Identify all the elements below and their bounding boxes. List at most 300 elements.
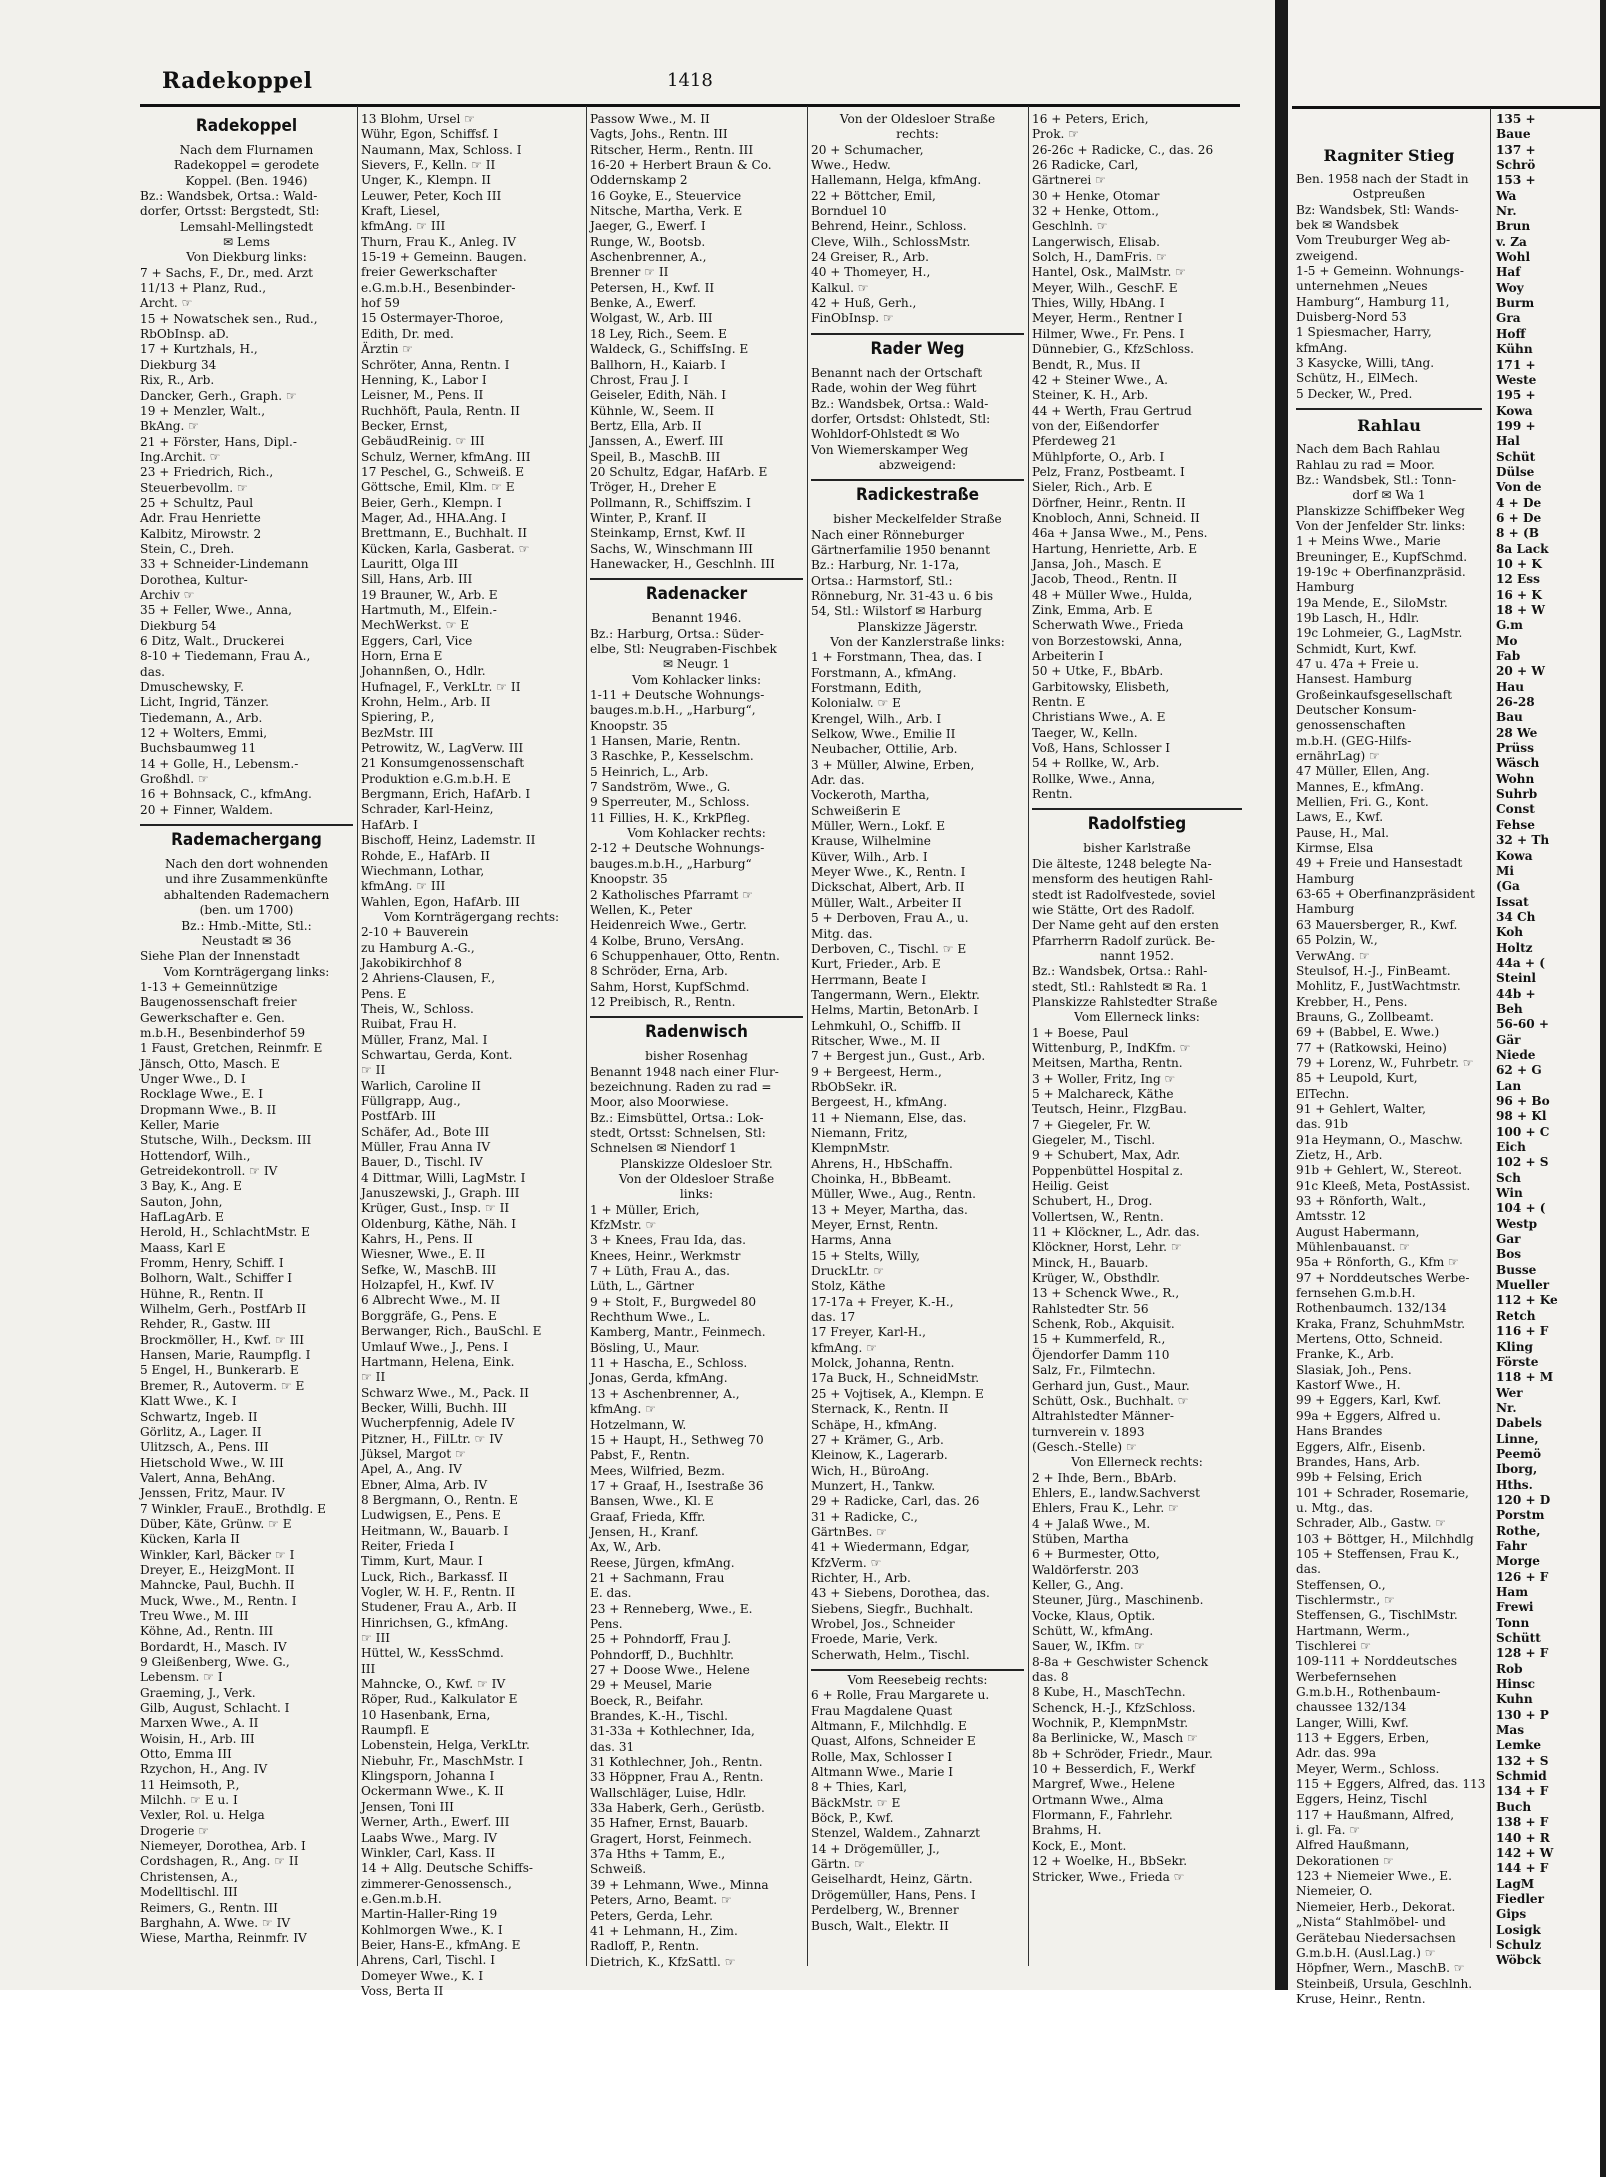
directory-line: 9 + Bergeest, Herm.,: [811, 1064, 942, 1079]
directory-line: HafArb. I: [361, 817, 418, 832]
directory-line: Forstmann, Edith,: [811, 681, 922, 695]
directory-line: 40 + Thomeyer, H.,: [811, 265, 931, 280]
directory-line: 19 + Menzler, Walt.,: [140, 403, 266, 418]
directory-line: Steuner, Jürg., Maschinenb.: [1032, 1593, 1204, 1608]
edge-entry: Mo: [1496, 633, 1518, 648]
directory-line: E. das.: [590, 1586, 632, 1601]
directory-line: ✉ Neugr. 1: [662, 657, 731, 672]
directory-line: Radekoppel = gerodete: [173, 158, 320, 173]
edge-entry: 130 + P: [1496, 1707, 1549, 1722]
directory-line: e.Gen.m.b.H.: [361, 1891, 442, 1906]
directory-line: 8-8a + Geschwister Schenck: [1032, 1654, 1209, 1669]
directory-line: Spiering, P.,: [361, 710, 435, 725]
directory-line: 42 + Steiner Wwe., A.: [1032, 372, 1169, 387]
directory-line: Thurn, Frau K., Anleg. IV: [361, 234, 516, 249]
directory-line: Pause, H., Mal.: [1296, 825, 1390, 840]
directory-line: Benke, A., Ewerf.: [590, 296, 697, 311]
edge-entry: 16 + K: [1496, 587, 1542, 602]
directory-line: 44 + Werth, Frau Gertrud: [1032, 403, 1192, 418]
directory-line: 47 u. 47a + Freie u.: [1296, 656, 1419, 671]
edge-entry: Mueller: [1496, 1278, 1550, 1293]
directory-line: Muck, Wwe., M., Rentn. I: [140, 1593, 297, 1608]
directory-line: Nach dem Flurnamen: [179, 143, 314, 157]
directory-line: Benannt nach der Ortschaft: [811, 365, 983, 380]
directory-line: Hinrichsen, G., kfmAng.: [361, 1615, 509, 1630]
edge-entry: Ham: [1496, 1585, 1529, 1599]
edge-entry: 102 + S: [1496, 1155, 1549, 1170]
directory-line: mensform des heutigen Rahl-: [1032, 872, 1213, 887]
edge-entry: Schüt: [1496, 449, 1536, 464]
edge-entry: Kowa: [1496, 848, 1533, 863]
directory-line: Bz.: Harburg, Nr. 1-17a,: [811, 558, 960, 573]
directory-line: kfmAng.: [1296, 340, 1348, 355]
directory-line: Luck, Rich., Barkassf. II: [361, 1569, 508, 1584]
directory-line: Vexler, Rol. u. Helga: [140, 1808, 265, 1823]
directory-line: Leuwer, Peter, Koch III: [361, 188, 502, 203]
edge-entry: Frewi: [1496, 1600, 1534, 1615]
directory-line: Köhne, Ad., Rentn. III: [140, 1624, 274, 1639]
edge-entry: Bau: [1496, 710, 1523, 725]
directory-line: ☞ III: [361, 1631, 391, 1646]
directory-line: Mannes, E., kfmAng.: [1296, 779, 1424, 794]
directory-line: Otto, Emma III: [140, 1747, 232, 1762]
directory-line: stedt, Ortsst: Schnelsen, Stl:: [590, 1125, 766, 1140]
directory-line: bek ✉ Wandsbek: [1296, 218, 1399, 233]
directory-line: Altmann Wwe., Marie I: [811, 1765, 954, 1780]
directory-line: Altmann, F., Milchhdlg. E: [811, 1719, 967, 1734]
directory-line: Schrader, Alb., Gastw. ☞: [1296, 1516, 1447, 1531]
directory-line: Ortmann Wwe., Alma: [1032, 1792, 1164, 1807]
directory-line: 79 + Lorenz, W., Fuhrbetr. ☞: [1296, 1055, 1474, 1070]
directory-line: Kühnle, W., Seem. II: [590, 403, 715, 418]
directory-line: Meyer, Herm., Rentner I: [1032, 311, 1183, 326]
directory-line: KfzVerm. ☞: [811, 1555, 882, 1570]
directory-line: Passow Wwe., M. II: [590, 112, 710, 126]
edge-entry: Haf: [1496, 265, 1521, 280]
directory-line: das.: [1296, 1562, 1322, 1577]
edge-entry: Schrö: [1496, 158, 1536, 173]
section-rule: [1032, 808, 1242, 810]
directory-line: 16-20 + Herbert Braun & Co.: [590, 158, 772, 173]
directory-line: 11 + Niemann, Else, das.: [811, 1110, 967, 1125]
directory-line: dorfer, Ortsst: Bergstedt, Stl:: [140, 204, 320, 219]
directory-line: Mager, Ad., HHA.Ang. I: [361, 510, 507, 525]
directory-line: unternehmen „Neues: [1296, 279, 1428, 294]
directory-line: 11 + Hascha, E., Schloss.: [590, 1356, 748, 1371]
directory-line: Speil, B., MaschB. III: [590, 449, 721, 464]
directory-line: stedt, Stl.: Rahlstedt ✉ Ra. 1: [1032, 979, 1209, 994]
directory-line: Heilig. Geist: [1032, 1179, 1109, 1194]
edge-entry: Suhrb: [1496, 787, 1538, 802]
edge-entry: 26-28: [1496, 695, 1535, 710]
directory-line: bisher Rosenhag: [645, 1049, 748, 1064]
edge-entry: Porstm: [1496, 1508, 1545, 1523]
edge-entry: Hoff: [1496, 326, 1526, 341]
directory-line: Pens.: [590, 1616, 623, 1631]
directory-line: Müller, Franz, Mal. I: [361, 1032, 488, 1047]
directory-line: Steffensen, G., TischlMstr.: [1296, 1608, 1458, 1623]
directory-line: 93 + Rönforth, Walt.,: [1296, 1194, 1427, 1208]
directory-line: 97 + Norddeutsches Werbe-: [1296, 1270, 1470, 1285]
directory-line: Bösling, U., Maur.: [590, 1340, 700, 1355]
directory-line: Sachs, W., Winschmann III: [590, 541, 753, 556]
directory-line: ☞ II: [361, 1063, 386, 1078]
edge-entry: Retch: [1496, 1308, 1536, 1323]
directory-line: Unger, K., Klempn. II: [361, 173, 491, 188]
directory-line: Meitsen, Martha, Rentn.: [1032, 1056, 1183, 1071]
directory-line: Taeger, W., Kelln.: [1032, 725, 1138, 740]
edge-entry: LagM: [1496, 1876, 1535, 1891]
directory-line: 5 + Malchareck, Käthe: [1032, 1086, 1174, 1101]
directory-line: 17 + Graaf, H., Isestraße 36: [590, 1478, 764, 1493]
directory-line: HafLagArb. E: [140, 1210, 224, 1225]
directory-line: Mertens, Otto, Schneid.: [1296, 1332, 1443, 1347]
directory-line: (ben. um 1700): [199, 903, 294, 918]
directory-line: Vollertsen, W., Rentn.: [1032, 1209, 1164, 1224]
directory-line: 7 Winkler, FrauE., Brothdlg. E: [140, 1501, 326, 1516]
edge-entry: 135 +: [1496, 112, 1536, 126]
directory-line: 69 + (Babbel, E. Wwe.): [1296, 1025, 1440, 1040]
directory-line: 33 Höppner, Frau A., Rentn.: [590, 1770, 764, 1785]
directory-line: Ruibat, Frau H.: [361, 1017, 457, 1032]
edge-entry: 96 + Bo: [1496, 1094, 1550, 1108]
directory-line: Sternack, K., Rentn. II: [811, 1402, 949, 1417]
directory-line: Sieler, Rich., Arb. E: [1032, 480, 1153, 495]
directory-line: Valert, Anna, BehAng.: [140, 1470, 276, 1485]
edge-entry: Rob: [1496, 1661, 1523, 1676]
directory-line: PostfArb. III: [361, 1109, 436, 1124]
directory-line: Timm, Kurt, Maur. I: [361, 1554, 483, 1569]
edge-entry: 112 + Ke: [1496, 1293, 1558, 1308]
directory-line: Bz.: Wandsbek, Stl.: Tonn-: [1296, 472, 1457, 487]
edge-entry: Gär: [1496, 1032, 1521, 1047]
directory-line: Rix, R., Arb.: [140, 373, 215, 388]
directory-line: 20 Schultz, Edgar, HafArb. E: [590, 464, 768, 479]
directory-line: Deutscher Konsum-: [1296, 703, 1417, 717]
directory-line: Schrader, Karl-Heinz,: [361, 802, 494, 817]
directory-line: Vom Kohlacker links:: [631, 672, 762, 687]
directory-line: Raumpfl. E: [361, 1723, 430, 1738]
directory-line: Kirmse, Elsa: [1296, 841, 1374, 856]
directory-line: Niemeier, O.: [1296, 1884, 1373, 1899]
directory-line: Brahms, H.: [1032, 1823, 1102, 1838]
directory-line: 50 + Utke, F., BbArb.: [1032, 664, 1164, 679]
directory-line: Beier, Hans-E., kfmAng. E: [361, 1937, 521, 1952]
directory-line: 3 + Müller, Alwine, Erben,: [811, 757, 975, 772]
edge-entry: Fehse: [1496, 817, 1535, 832]
directory-line: Mahncke, O., Kwf. ☞ IV: [361, 1677, 506, 1692]
directory-line: Janssen, A., Ewerf. III: [590, 434, 724, 449]
edge-entry: Lan: [1496, 1078, 1522, 1093]
directory-line: (Gesch.-Stelle) ☞: [1032, 1439, 1137, 1454]
directory-line: 27 + Krämer, G., Arb.: [811, 1432, 944, 1447]
directory-line: und ihre Zusammenkünfte: [165, 872, 328, 887]
edge-entry: Iborg,: [1496, 1462, 1538, 1477]
directory-line: 16 + Peters, Erich,: [1032, 112, 1149, 126]
directory-line: Sefke, W., MaschB. III: [361, 1262, 497, 1277]
edge-entry: G.m: [1496, 618, 1523, 633]
directory-line: 25 + Schultz, Paul: [140, 495, 254, 510]
directory-line: das. 91b: [1296, 1117, 1348, 1132]
directory-line: 21 + Förster, Hans, Dipl.-: [140, 434, 297, 449]
directory-line: Stein, C., Dreh.: [140, 541, 235, 556]
edge-entry: 126 + F: [1496, 1569, 1549, 1584]
directory-line: Tangermann, Wern., Elektr.: [811, 987, 980, 1002]
directory-line: 14 + Golle, H., Lebensm.-: [140, 756, 299, 771]
directory-line: Keller, G., Ang.: [1032, 1577, 1124, 1592]
edge-entry: Nr.: [1496, 1400, 1517, 1415]
directory-line: Hotzelmann, W.: [590, 1417, 687, 1432]
directory-line: Garbitowsky, Elisbeth,: [1032, 679, 1170, 694]
directory-line: Bz.: Wandsbek, Ortsa.: Wald-: [811, 396, 989, 411]
directory-line: Maass, Karl E: [140, 1240, 226, 1255]
directory-line: Müller, Wwe., Aug., Rentn.: [811, 1187, 977, 1202]
directory-line: Pollmann, R., Schiffszim. I: [590, 495, 751, 510]
edge-entry: Hal: [1496, 434, 1520, 449]
directory-line: Rollke, Wwe., Anna,: [1032, 771, 1156, 786]
directory-line: das.: [140, 664, 166, 679]
directory-line: 33a Haberk, Gerh., Gerüstb.: [590, 1801, 765, 1816]
directory-line: 14 + Allg. Deutsche Schiffs-: [361, 1861, 533, 1876]
directory-line: Wittenburg, P., IndKfm. ☞: [1032, 1040, 1191, 1055]
edge-entry: 138 + F: [1496, 1815, 1549, 1830]
directory-line: freier Gewerkschafter: [361, 265, 497, 280]
directory-line: Slasiak, Joh., Pens.: [1296, 1362, 1412, 1377]
directory-line: Pohndorff, D., Buchhltr.: [590, 1647, 735, 1662]
directory-line: 7 + Giegeler, Fr. W.: [1032, 1117, 1151, 1132]
directory-line: Rohde, E., HafArb. II: [361, 848, 490, 863]
directory-line: Busch, Walt., Elektr. II: [811, 1918, 949, 1933]
directory-line: Lauritt, Olga III: [361, 556, 458, 571]
directory-line: Warlich, Caroline II: [361, 1078, 481, 1093]
directory-line: ☞ II: [361, 1370, 386, 1385]
directory-line: Graeming, J., Verk.: [140, 1685, 256, 1700]
directory-line: 11/13 + Planz, Rud.,: [140, 281, 267, 296]
directory-line: Rolle, Max, Schlosser I: [811, 1749, 953, 1764]
edge-entry: Gar: [1496, 1232, 1521, 1247]
directory-line: Hartmann, Werm.,: [1296, 1623, 1410, 1638]
directory-line: Schenk, Rob., Akquisit.: [1032, 1317, 1175, 1332]
directory-line: Schütt, W., kfmAng.: [1032, 1624, 1154, 1638]
directory-line: 21 Konsumgenossenschaft: [361, 756, 525, 771]
directory-line: „Nista“ Stahlmöbel- und: [1296, 1915, 1446, 1930]
directory-line: Müller, Frau Anna IV: [361, 1140, 491, 1155]
directory-line: Becker, Ernst,: [361, 418, 448, 433]
edge-entry: Hau: [1496, 679, 1525, 694]
directory-line: Schmidt, Kurt, Kwf.: [1296, 641, 1417, 656]
directory-line: 19a Mende, E., SiloMstr.: [1296, 595, 1448, 610]
directory-line: Herold, H., SchlachtMstr. E: [140, 1225, 310, 1240]
edge-entry: Busse: [1496, 1262, 1537, 1277]
directory-column-1: [140, 112, 353, 1972]
directory-line: Schütz, H., ElMech.: [1296, 371, 1419, 386]
directory-line: Fromm, Henry, Schiff. I: [140, 1256, 284, 1271]
edge-entry: Brun: [1496, 219, 1531, 234]
directory-line: Aschenbrenner, A.,: [590, 250, 707, 265]
edge-entry: Wer: [1496, 1385, 1523, 1400]
directory-line: 19b Lasch, H., Hdlr.: [1296, 610, 1420, 625]
blank-margin: [0, 1990, 1600, 2177]
directory-line: Kolonialw. ☞ E: [811, 696, 901, 711]
edge-entry: 8a Lack: [1496, 541, 1549, 556]
directory-line: 85 + Leupold, Kurt,: [1296, 1071, 1418, 1086]
directory-line: kfmAng. ☞ III: [361, 879, 446, 894]
directory-line: 19 Brauner, W., Arb. E: [361, 587, 498, 602]
directory-line: Bz.: Wandsbek, Ortsa.: Rahl-: [1032, 964, 1208, 979]
edge-entry: 134 + F: [1496, 1784, 1549, 1799]
directory-line: 99a + Eggers, Alfred u.: [1296, 1408, 1441, 1423]
directory-line: Zietz, H., Arb.: [1296, 1147, 1383, 1162]
directory-line: Hans Brandes: [1296, 1424, 1383, 1439]
directory-line: Archt. ☞: [140, 296, 193, 311]
directory-line: Hietschold Wwe., W. III: [140, 1455, 284, 1470]
directory-line: Meyer, Werm., Schloss.: [1296, 1761, 1440, 1776]
directory-line: Cleve, Wilh., SchlossMstr.: [811, 234, 971, 249]
directory-line: Harms, Anna: [811, 1233, 892, 1248]
directory-line: Mahncke, Paul, Buchh. II: [140, 1578, 295, 1593]
directory-line: Heitmann, W., Bauarb. I: [361, 1523, 509, 1538]
directory-line: Hottendorf, Wilh.,: [140, 1148, 251, 1163]
directory-line: 1 Faust, Gretchen, Reinmfr. E: [140, 1041, 323, 1056]
directory-line: Studener, Frau A., Arb. II: [361, 1600, 517, 1615]
edge-entry: 100 + C: [1496, 1124, 1550, 1139]
directory-line: 4 Kolbe, Bruno, VersAng.: [590, 933, 745, 948]
directory-line: 6 + Rolle, Frau Margarete u.: [811, 1688, 990, 1703]
directory-column-5: [1032, 112, 1242, 1972]
directory-line: Hansest. Hamburg: [1296, 672, 1412, 687]
directory-line: Thies, Willy, HbAng. I: [1032, 296, 1165, 311]
edge-entry: Hinsc: [1496, 1677, 1535, 1692]
directory-line: Langer, Willi, Kwf.: [1296, 1715, 1409, 1730]
directory-line: Peters, Arno, Beamt. ☞: [590, 1893, 732, 1908]
directory-line: 6 Ditz, Walt., Druckerei: [140, 634, 285, 648]
directory-line: Wochnik, P., KlempnMstr.: [1032, 1716, 1189, 1731]
edge-entry: Bos: [1496, 1247, 1522, 1262]
section-rule: [811, 1669, 1024, 1671]
directory-line: m.b.H., Besenbinderhof 59: [140, 1025, 306, 1040]
directory-line: Boeck, R., Beifahr.: [590, 1693, 704, 1708]
directory-line: Tiedemann, A., Arb.: [140, 710, 263, 725]
directory-line: 10 + Besserdich, F., Werkf: [1032, 1762, 1195, 1777]
directory-line: Salz, Fr., Filmtechn.: [1032, 1363, 1156, 1378]
directory-line: stedt ist Radolfvestede, soviel: [1032, 887, 1216, 902]
running-header-street: Radekoppel: [162, 68, 313, 94]
directory-line: 3 Kasycke, Willi, tAng.: [1296, 356, 1435, 371]
directory-line: Planskizze Schiffbeker Weg: [1296, 503, 1465, 518]
directory-line: 1-5 + Gemeinn. Wohnungs-: [1296, 264, 1464, 279]
directory-line: Sauer, W., IKfm. ☞: [1032, 1639, 1145, 1654]
directory-line: Ritscher, Herm., Rentn. III: [590, 142, 754, 157]
directory-line: Rehder, R., Gastw. III: [140, 1317, 271, 1332]
directory-line: Ulitzsch, A., Pens. III: [140, 1440, 269, 1455]
directory-line: Petersen, H., Kwf. II: [590, 280, 715, 295]
directory-line: zimmerer-Genossensch.,: [361, 1876, 512, 1891]
directory-line: Göttsche, Emil, Klm. ☞ E: [361, 480, 515, 495]
directory-line: 42 + Huß, Gerh.,: [811, 296, 917, 311]
directory-line: 101 + Schrader, Rosemarie,: [1296, 1485, 1469, 1500]
directory-line: Unger Wwe., D. I: [140, 1071, 246, 1086]
directory-line: fernsehen G.m.b.H.: [1296, 1286, 1416, 1301]
directory-line: 17 + Kurtzhals, H.,: [140, 342, 258, 357]
directory-line: Hilmer, Wwe., Fr. Pens. I: [1032, 326, 1185, 341]
directory-line: 9 + Stolt, F., Burgwedel 80: [590, 1294, 757, 1309]
directory-line: Frau Magdalene Quast: [811, 1703, 953, 1718]
directory-line: 1 Spiesmacher, Harry,: [1296, 325, 1432, 340]
directory-line: Martin-Haller-Ring 19: [361, 1907, 498, 1922]
directory-line: Breuninger, E., KupfSchmd.: [1296, 549, 1468, 564]
edge-entry: Kowa: [1496, 403, 1533, 418]
directory-column-4: [811, 112, 1024, 1972]
edge-entry: Losigk: [1496, 1922, 1541, 1937]
directory-line: Giegeler, M., Tischl.: [1032, 1133, 1156, 1147]
directory-line: Ärztin ☞: [361, 342, 414, 357]
directory-line: 35 Hafner, Ernst, Bauarb.: [590, 1816, 749, 1831]
directory-line: 1 + Forstmann, Thea, das. I: [811, 650, 982, 665]
directory-line: Langerwisch, Elisab.: [1032, 234, 1160, 249]
edge-entry: 142 + W: [1496, 1845, 1554, 1860]
edge-entry: 104 + (: [1496, 1201, 1546, 1216]
column-divider: [1490, 108, 1491, 1948]
directory-line: Adr. das.: [811, 773, 865, 788]
directory-line: Schwartau, Gerda, Kont.: [361, 1047, 513, 1062]
directory-line: Alfred Haußmann,: [1296, 1838, 1410, 1853]
directory-line: 8 Bergmann, O., Rentn. E: [361, 1492, 519, 1507]
directory-line: Ehlers, Frau K., Lehr. ☞: [1032, 1501, 1179, 1516]
directory-line: 24 Greiser, R., Arb.: [811, 250, 929, 265]
directory-line: 7 + Bergest jun., Gust., Arb.: [811, 1049, 986, 1064]
directory-line: Beier, Gerh., Klempn. I: [361, 495, 502, 510]
directory-line: Bz.: Eimsbüttel, Ortsa.: Lok-: [590, 1110, 764, 1125]
edge-entry: Schmid: [1496, 1769, 1547, 1784]
directory-line: Geschlnh. ☞: [1032, 219, 1108, 234]
directory-line: bisher Meckelfelder Straße: [833, 512, 1002, 527]
directory-line: Von der Kanzlerstraße links:: [830, 634, 1005, 649]
directory-line: Theis, W., Schloss.: [361, 1001, 474, 1016]
directory-line: G.m.b.H., Rothenbaum-: [1296, 1685, 1441, 1699]
street-heading: Rader Weg: [870, 338, 965, 359]
directory-line: Prok. ☞: [1032, 127, 1080, 142]
directory-line: Dörfner, Heinr., Rentn. II: [1032, 495, 1186, 510]
directory-line: Winkler, Carl, Kass. II: [361, 1845, 496, 1860]
edge-entry: 6 + De: [1496, 510, 1542, 525]
directory-line: Ritscher, Wwe., M. II: [811, 1033, 940, 1048]
directory-line: abhaltenden Rademachern: [163, 887, 330, 902]
directory-line: Bendt, R., Mus. II: [1032, 357, 1141, 372]
directory-line: 12 + Woelke, H., BbSekr.: [1032, 1854, 1188, 1869]
directory-line: Vocke, Klaus, Optik.: [1032, 1608, 1156, 1623]
directory-line: Selkow, Wwe., Emilie II: [811, 727, 956, 742]
edge-entry: v. Za: [1496, 234, 1527, 249]
directory-line: Krause, Wilhelmine: [811, 834, 931, 849]
directory-line: 13 Blohm, Ursel ☞: [361, 112, 476, 126]
directory-line: Benannt 1946.: [651, 611, 742, 626]
directory-line: Dropmann Wwe., B. II: [140, 1102, 277, 1117]
directory-line: Görlitz, A., Lager. II: [140, 1424, 262, 1439]
directory-line: Peters, Gerda, Lehr.: [590, 1908, 713, 1923]
directory-line: Chrost, Frau J. I: [590, 372, 689, 387]
directory-line: 31 Kothlechner, Joh., Rentn.: [590, 1755, 763, 1770]
directory-line: Mees, Wilfried, Bezm.: [590, 1463, 725, 1478]
directory-line: dorfer, Ortsdst: Ohlstedt, Stl:: [811, 411, 991, 426]
directory-line: 91c Kleeß, Meta, PostAssist.: [1296, 1178, 1471, 1193]
directory-line: 15 + Nowatschek sen., Rud.,: [140, 311, 318, 326]
directory-line: Leisner, M., Pens. II: [361, 388, 484, 403]
directory-line: Hanewacker, H., Geschlnh. III: [590, 556, 775, 571]
directory-line: Niemann, Fritz,: [811, 1125, 908, 1140]
directory-line: rechts:: [896, 127, 939, 142]
directory-line: Steinkamp, Ernst, Kwf. II: [590, 526, 746, 541]
edge-entry: Kling: [1496, 1339, 1533, 1354]
